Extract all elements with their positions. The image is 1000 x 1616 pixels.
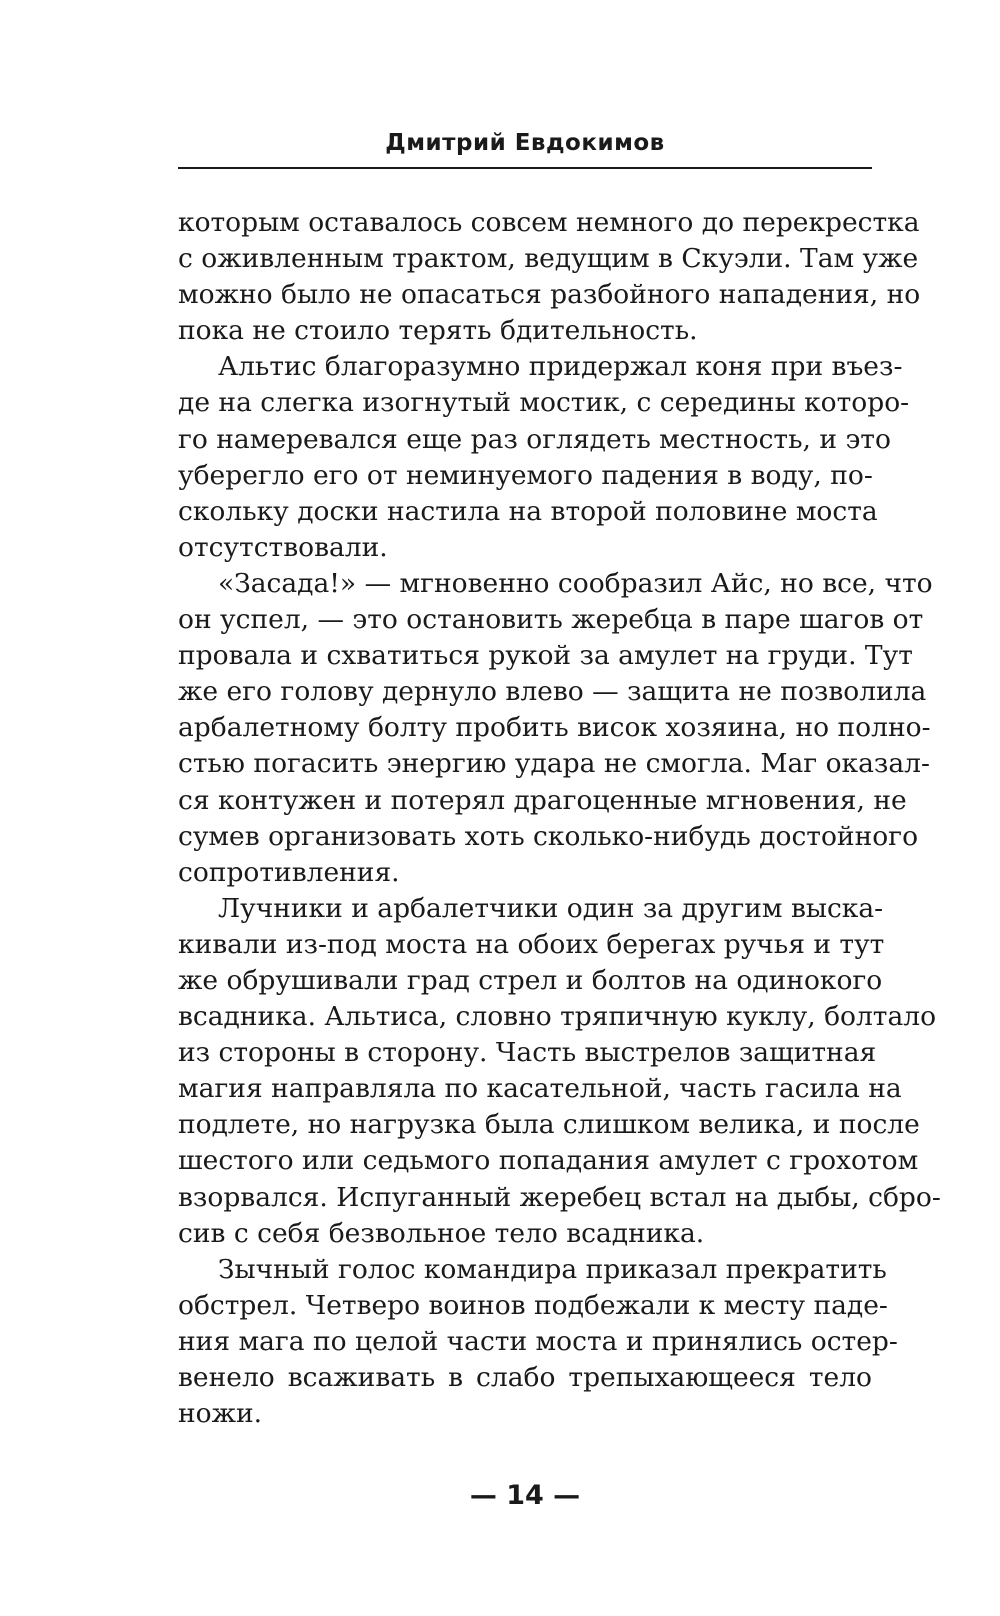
text-line: провала и схватиться рукой за амулет на груди. Тут [178, 640, 913, 672]
text-line: же обрушивали град стрел и болтов на одинокого [178, 964, 883, 996]
text-line: же его голову дернуло влево — защита не позволила [178, 676, 927, 708]
text-line: «Засада!» — мгновенно сообразил Айс, но все, что [218, 567, 933, 599]
text-line: арбалетному болту пробить висок хозяина, но полно- [178, 712, 931, 744]
text-line: скольку доски настила на второй половине моста [178, 495, 878, 527]
page-number: — 14 — [469, 1480, 581, 1511]
text-line: кивали из-под моста на обоих берегах ручья и тут [178, 928, 885, 960]
text-line: Альтис благоразумно придержал коня при въез- [218, 351, 903, 383]
text-line: сопротивления. [178, 856, 400, 888]
text-line: Лучники и арбалетчики один за другим выска- [218, 892, 884, 924]
text-line: го намеревался еще раз оглядеть местность, и это [178, 423, 891, 455]
text-line: он успел, — это остановить жеребца в паре шагов от [178, 604, 924, 636]
text-line: отсутствовали. [178, 531, 388, 563]
text-line: Зычный голос командира приказал прекратить [218, 1253, 887, 1285]
text-line: ния мага по целой части моста и принялись остер- [178, 1325, 898, 1357]
text-line: из стороны в сторону. Часть выстрелов защитная [178, 1037, 877, 1069]
text-line: подлете, но нагрузка была слишком велика, и после [178, 1109, 920, 1141]
text-line: которым оставалось совсем немного до перекрестка [178, 207, 920, 238]
text-line: де на слегка изогнутый мостик, с середины которо- [178, 387, 910, 419]
text-line: ножи. [178, 1398, 263, 1430]
text-line: ся контужен и потерял драгоценные мгновения, не [178, 784, 907, 816]
body-text [178, 205, 941, 1432]
text-line: уберегло его от неминуемого падения в воду, по- [178, 459, 873, 491]
text-line: стью погасить энергию удара не смогла. Маг оказал- [178, 748, 930, 780]
text-line: венело всаживать в слабо трепыхающееся тело [178, 1362, 872, 1393]
text-line: с оживленным трактом, ведущим в Скуэли. Там уже [178, 243, 919, 275]
text-line: можно было не опасаться разбойного нападения, но [178, 279, 921, 311]
text-line: магия направляла по касательной, часть гасила на [178, 1073, 902, 1105]
text-line: шестого или седьмого попадания амулет с грохотом [178, 1145, 919, 1177]
text-line: обстрел. Четверо воинов подбежали к месту паде- [178, 1289, 888, 1321]
text-line: взорвался. Испуганный жеребец встал на дыбы, сбро- [178, 1181, 941, 1213]
header-rule [178, 167, 872, 169]
text-line: сив с себя безвольное тело всадника. [178, 1217, 705, 1249]
text-line: пока не стоило терять бдительность. [178, 315, 698, 347]
text-line: сумев организовать хоть сколько-нибудь достойного [178, 820, 919, 852]
running-head-author: Дмитрий Евдокимов [385, 130, 665, 156]
text-line: всадника. Альтиса, словно тряпичную куклу, болтало [178, 1001, 937, 1033]
